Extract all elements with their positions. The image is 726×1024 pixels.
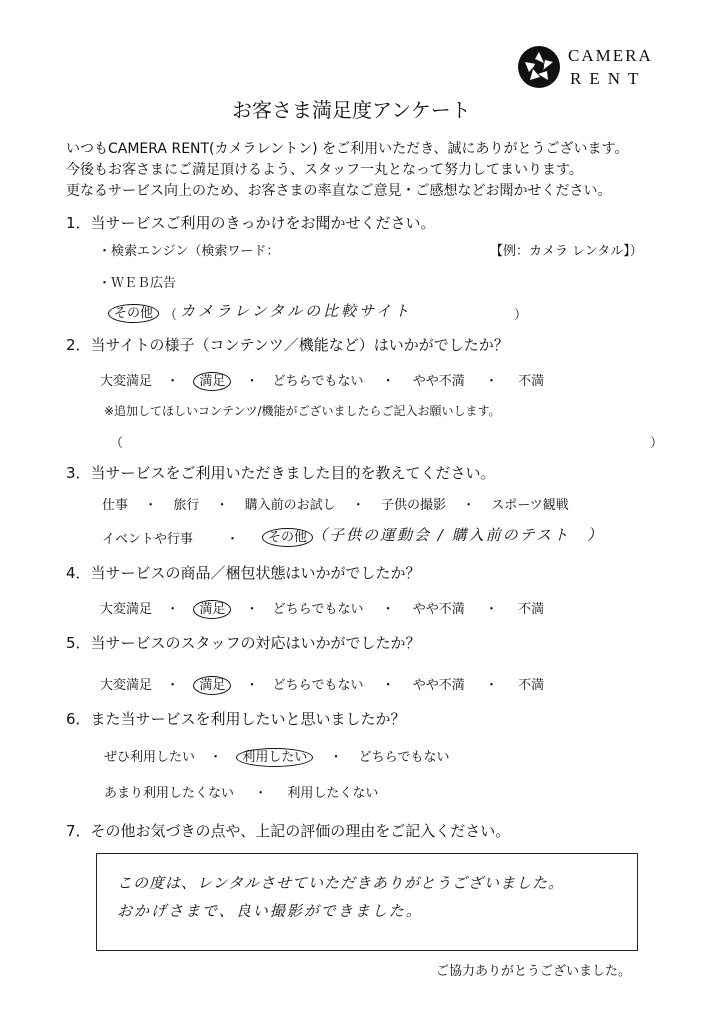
q1-other-circled: その他	[108, 304, 159, 323]
logo-line2: RENT	[570, 69, 647, 88]
q3-opt-sports[interactable]: スポーツ観戦	[491, 498, 569, 513]
q3-opt-trial[interactable]: 購入前のお試し	[244, 498, 336, 513]
q6-opt-rather-not[interactable]: あまり利用したくない	[104, 786, 235, 801]
q3-sep-2: ・	[215, 498, 229, 513]
q5-sep-3: ・	[381, 678, 395, 693]
q4-sep-2: ・	[245, 602, 259, 617]
q3-other-circled: その他	[262, 528, 313, 547]
q5-opt-neutral[interactable]: どちらでもない	[272, 678, 364, 693]
q4-opt-somewhat-dissatisfied[interactable]: やや不満	[412, 602, 465, 617]
q6-sep-3: ・	[254, 786, 268, 801]
q4-opt-satisfied-circled[interactable]: 満足	[193, 600, 231, 619]
q3-opt-travel[interactable]: 旅行	[173, 498, 200, 513]
q7-answer-box[interactable]	[96, 853, 638, 951]
q5-opt-satisfied-circled[interactable]: 満足	[193, 676, 231, 695]
q3-text: 3．当サービスをご利用いただきました目的を教えてください。	[66, 464, 496, 482]
q1-handwritten-answer: カメラレンタルの比較サイト	[180, 302, 412, 320]
q4-opt-dissatisfied[interactable]: 不満	[518, 602, 545, 617]
q5-opt-somewhat-dissatisfied[interactable]: やや不満	[412, 678, 465, 693]
q3-sep-4: ・	[462, 498, 476, 513]
q3-sep-event: ・	[226, 532, 240, 547]
q5-text: 5．当サービスのスタッフの対応はいかがでしたか？	[66, 634, 421, 652]
q6-row1	[104, 746, 450, 765]
q2-opt-neutral[interactable]: どちらでもない	[272, 374, 364, 389]
q2-note: ※追加してほしいコンテンツ/機能がございましたらご記入お願いします。	[104, 404, 501, 418]
q2-opt-satisfied-circled[interactable]: 満足	[193, 372, 231, 391]
q4-sep-1: ・	[166, 602, 180, 617]
q3-opt-work[interactable]: 仕事	[102, 498, 129, 513]
q3-row1	[102, 494, 569, 513]
q1-paren-close: ）	[514, 308, 528, 323]
q3-opt-other[interactable]	[262, 526, 313, 545]
q5-opt-dissatisfied[interactable]: 不満	[518, 678, 545, 693]
q6-opt-definitely[interactable]: ぜひ利用したい	[104, 750, 196, 765]
q1-opt-web[interactable]: ・ＷＥＢ広告	[98, 276, 177, 291]
q2-sep-1: ・	[166, 374, 180, 389]
q4-options-row	[100, 598, 544, 617]
q6-sep-1: ・	[209, 750, 223, 765]
q4-opt-neutral[interactable]: どちらでもない	[272, 602, 364, 617]
q1-text: 1．当サービスご利用のきっかけをお聞かせください。	[66, 214, 436, 232]
q6-opt-neutral[interactable]: どちらでもない	[358, 750, 450, 765]
q6-row2	[104, 782, 378, 801]
q3-handwritten-answer: （子供の運動会 / 購入前のテスト ）	[312, 526, 604, 544]
q1-paren-open: （	[164, 308, 178, 323]
q4-sep-3: ・	[381, 602, 395, 617]
q5-options-row	[100, 674, 544, 693]
q4-opt-very-satisfied[interactable]: 大変満足	[100, 602, 153, 617]
intro-line-1: いつもCAMERA RENT(カメラレントン) をご利用いただき、誠にありがとうございます。	[66, 141, 629, 157]
q5-opt-very-satisfied[interactable]: 大変満足	[100, 678, 153, 693]
q7-answer-line-2: おかげさまで、良い撮影ができました。	[117, 902, 423, 920]
q6-opt-no[interactable]: 利用したくない	[287, 786, 379, 801]
q6-opt-yes-circled[interactable]: 利用したい	[236, 748, 313, 767]
logo	[516, 44, 656, 94]
q3-opt-kids[interactable]: 子供の撮影	[380, 498, 446, 513]
q2-sep-2: ・	[245, 374, 259, 389]
q2-paren-open: （	[110, 436, 124, 451]
q4-text: 4．当サービスの商品／梱包状態はいかがでしたか？	[66, 564, 421, 582]
intro-line-2: 今後もお客さまにご満足頂けるよう、スタッフ一丸となって努力してまいります。	[66, 162, 583, 178]
q3-sep-1: ・	[144, 498, 158, 513]
logo-line1: CAMERA	[568, 46, 653, 65]
q7-text: 7．その他お気づきの点や、上記の評価の理由をご記入ください。	[66, 822, 511, 840]
q2-options-row	[100, 370, 544, 389]
q1-opt-search[interactable]: ・検索エンジン（検索ワード：	[98, 244, 280, 259]
q2-opt-very-satisfied[interactable]: 大変満足	[100, 374, 153, 389]
q2-paren-close: ）	[650, 436, 664, 451]
q1-search-example: 【例：カメラ レンタル】）	[490, 244, 643, 259]
aperture-icon	[516, 44, 562, 90]
q6-text: 6．また当サービスを利用したいと思いましたか？	[66, 710, 406, 728]
q3-sep-3: ・	[351, 498, 365, 513]
intro-line-3: 更なるサービス向上のため、お客さまの率直なご意見・ご感想などお聞かせください。	[66, 183, 612, 199]
closing-text: ご協力ありがとうございました。	[436, 964, 632, 979]
q2-text: 2．当サイトの様子（コンテンツ／機能など）はいかがでしたか？	[66, 336, 509, 354]
q2-opt-somewhat-dissatisfied[interactable]: やや不満	[412, 374, 465, 389]
q2-sep-3: ・	[381, 374, 395, 389]
page-title: お客さま満足度アンケート	[232, 98, 471, 122]
q4-sep-4: ・	[484, 602, 498, 617]
q7-answer-line-1: この度は、レンタルさせていただきありがとうございました。	[117, 874, 565, 892]
q2-opt-dissatisfied[interactable]: 不満	[518, 374, 545, 389]
q5-sep-2: ・	[245, 678, 259, 693]
q3-opt-event[interactable]: イベントや行事	[102, 532, 194, 547]
q5-sep-4: ・	[484, 678, 498, 693]
q1-opt-other[interactable]	[108, 302, 159, 321]
q2-sep-4: ・	[484, 374, 498, 389]
q6-sep-2: ・	[329, 750, 343, 765]
q5-sep-1: ・	[166, 678, 180, 693]
